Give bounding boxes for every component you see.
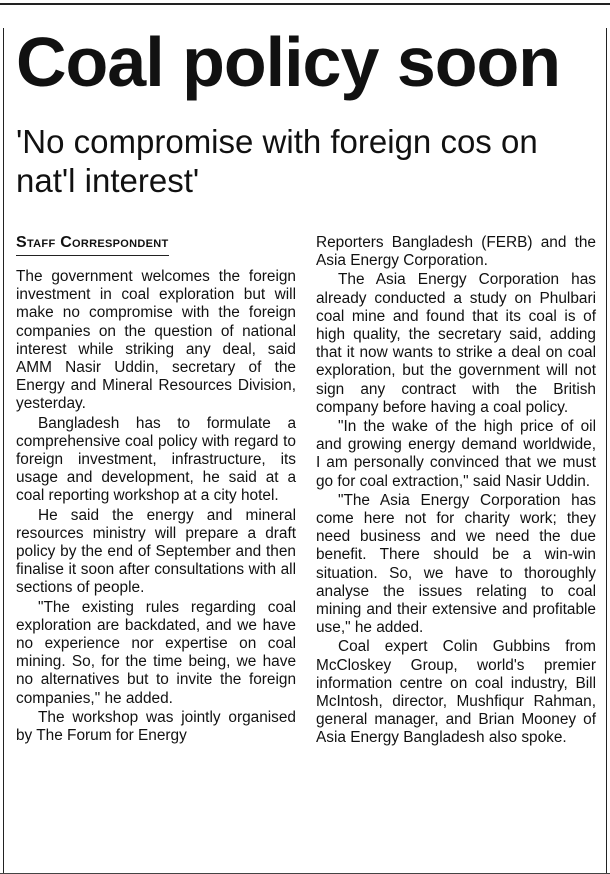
paragraph: Bangladesh has to formulate a comprehensive coal policy with regard to foreign investment, infrastructure, its usage and development, he said at a coal reporting workshop at a city hotel. xyxy=(16,414,296,505)
paragraph: The government welcomes the foreign investment in coal exploration but will make no compromise with the foreign companies on the question of national interest while striking any deal, said AMM Nasir Uddin, secretary of the Energy and Mineral Resources Division, yesterday. xyxy=(16,268,296,413)
column-left xyxy=(16,234,296,745)
left-rule xyxy=(3,28,4,874)
column-right xyxy=(316,234,596,748)
paragraph: "The existing rules regarding coal exploration are backdated, and we have no experience nor expertise on coal mining. So, for the time being, we have no alternatives but to invite the foreign companies," he added. xyxy=(16,598,296,707)
top-rule xyxy=(0,3,610,5)
byline: Staff Correspondent xyxy=(16,234,169,256)
paragraph: "The Asia Energy Corporation has come here not for charity work; they need business and we need the due benefit. There should be a win-win situation. So, we have to thoroughly analyse the issues relating to coal mining and their extensive and profitable use," he added. xyxy=(316,491,596,637)
paragraph: The workshop was jointly organised by The Forum for Energy xyxy=(16,708,296,745)
paragraph: The Asia Energy Corporation has already conducted a study on Phulbari coal mine and found that its coal is of high quality, the secretary said, adding that it now wants to strike a deal on coal exploration, but the government will not sign any contract with the British company before having a coal policy. xyxy=(316,271,596,416)
paragraph: "In the wake of the high price of oil and growing energy demand worldwide, I am personally convinced that we must go for coal extraction," said Nasir Uddin. xyxy=(316,418,596,490)
paragraph: Reporters Bangladesh (FERB) and the Asia Energy Corporation. xyxy=(316,234,596,270)
headline: Coal policy soon xyxy=(16,23,561,101)
paragraph: He said the energy and mineral resources ministry will prepare a draft policy by the end of September and then finalise it soon after consultations with all sections of people. xyxy=(16,506,296,597)
right-rule xyxy=(606,28,607,874)
subheadline: 'No compromise with foreign cos on nat'l interest' xyxy=(16,123,538,199)
paragraph: Coal expert Colin Gubbins from McCloskey Group, world's premier information centre on coal industry, Bill McIntosh, director, Mushfiqur Rahman, general manager, and Brian Mooney of Asia Energy Bangladesh also spoke. xyxy=(316,638,596,747)
